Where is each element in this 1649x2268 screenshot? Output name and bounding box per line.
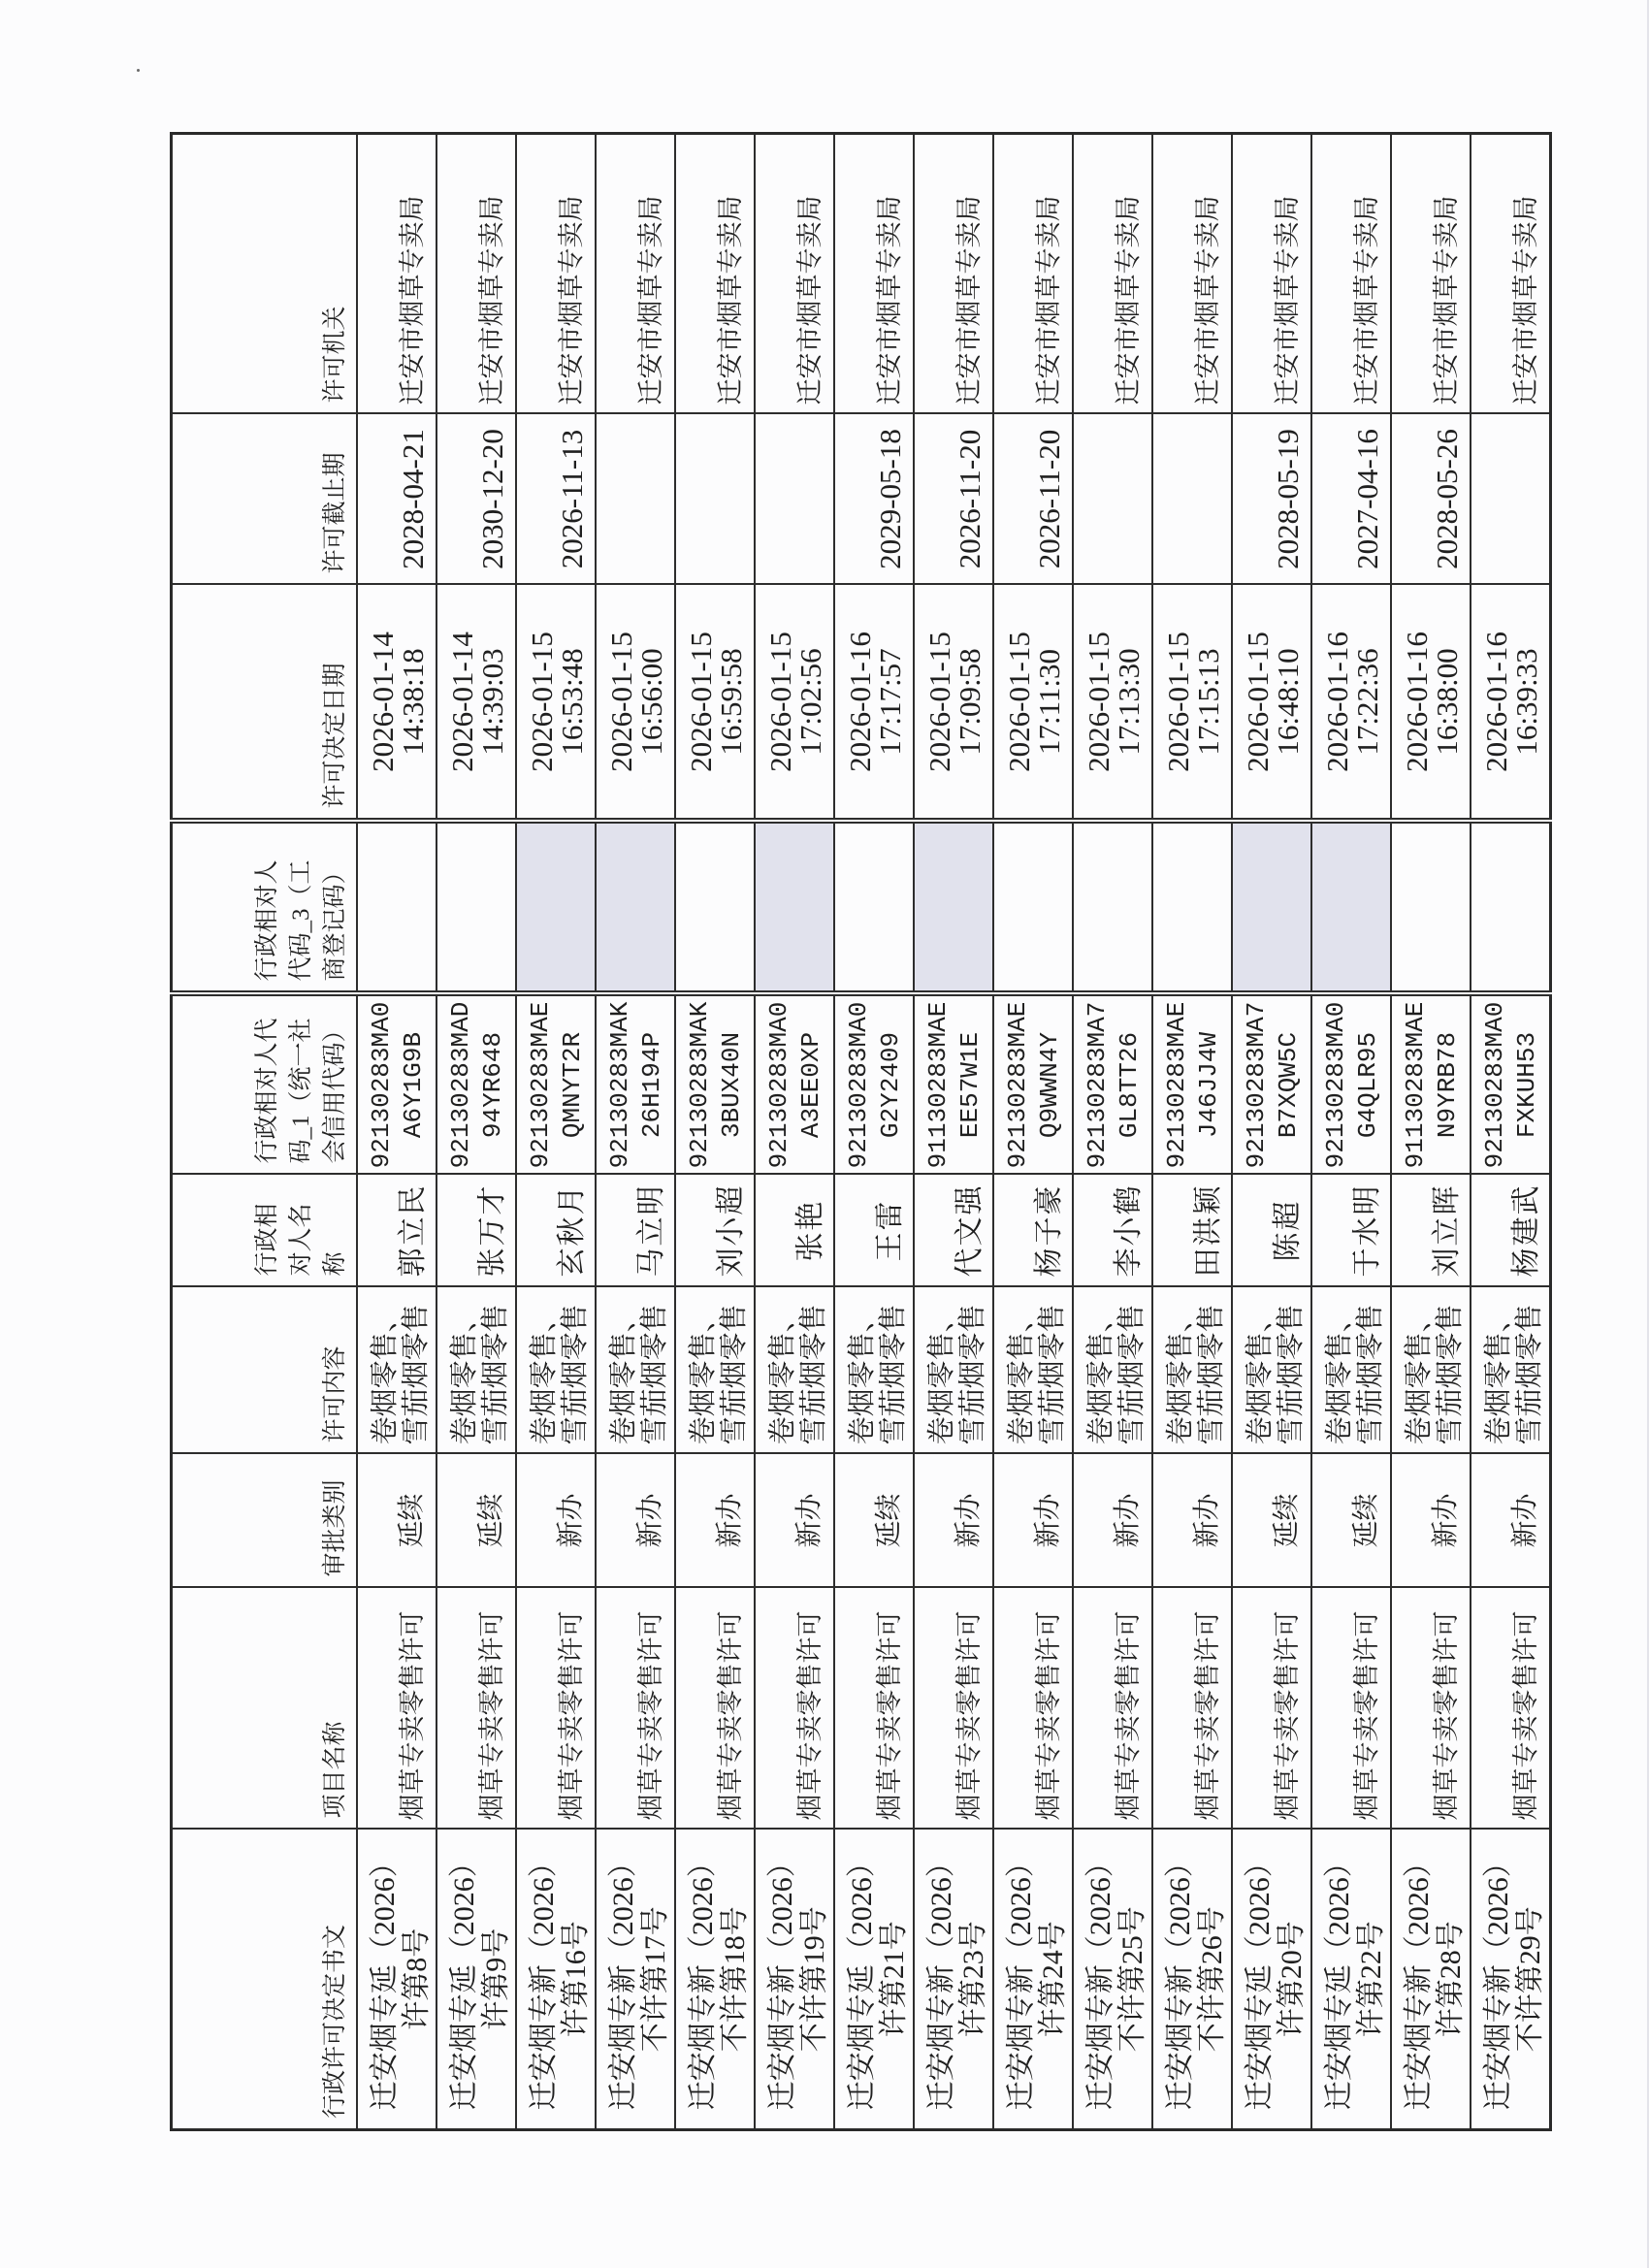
cell-expiry-date [675, 414, 755, 585]
header-label: 许可内容 [322, 1345, 348, 1443]
cell-authority: 迁安市烟草专卖局 [755, 134, 834, 414]
header-label: 审批类别 [322, 1479, 348, 1577]
cell-party-code-3 [1471, 822, 1551, 994]
cell-approval-type: 延续 [834, 1454, 914, 1588]
cell-party-name: 陈超 [1232, 1175, 1311, 1287]
header-label: 许可机关 [322, 306, 348, 404]
cell-project-name: 烟草专卖零售许可 [1152, 1588, 1232, 1830]
cell-doc-number [675, 1830, 755, 2130]
decision-datetime: 2026-01-15 16:59:58 [684, 632, 748, 772]
cell-party-code-3 [1311, 822, 1391, 994]
decision-datetime: 2026-01-16 16:38:00 [1400, 632, 1464, 772]
cell-expiry-date [1073, 414, 1152, 585]
license-content: 卷烟零售、雪茄烟零售 [1245, 1304, 1307, 1445]
header-label: 许可决定日期 [322, 663, 348, 809]
cell-approval-type: 新办 [596, 1454, 675, 1588]
cell-approval-type: 新办 [1152, 1454, 1232, 1588]
cell-decision-datetime [1073, 585, 1152, 822]
doc-number: 迁安烟专新（2026）不许第19号 [766, 1848, 830, 2111]
cell-party-code-1 [357, 994, 436, 1175]
cell-expiry-date: 2028-04-21 [357, 414, 436, 585]
table-row [834, 134, 914, 2130]
license-content: 卷烟零售、雪茄烟零售 [1165, 1304, 1227, 1445]
cell-decision-datetime [1391, 585, 1471, 822]
cell-license-content [1391, 1287, 1471, 1454]
cell-authority: 迁安市烟草专卖局 [1471, 134, 1551, 414]
party-code-1: 92130283MA0A3EE0XP [764, 1001, 825, 1169]
cell-doc-number [1471, 1830, 1551, 2130]
header-expiry-date [172, 414, 358, 585]
cell-authority: 迁安市烟草专卖局 [993, 134, 1073, 414]
cell-doc-number [755, 1830, 834, 2130]
cell-license-content [1152, 1287, 1232, 1454]
cell-authority: 迁安市烟草专卖局 [914, 134, 993, 414]
license-content: 卷烟零售、雪茄烟零售 [1404, 1304, 1466, 1445]
party-code-1: 91130283MAEN9YRB78 [1401, 1001, 1462, 1169]
cell-expiry-date: 2026-11-13 [516, 414, 596, 585]
cell-project-name: 烟草专卖零售许可 [1391, 1588, 1471, 1830]
party-code-1: 92130283MA0G4QLR95 [1321, 1001, 1382, 1169]
cell-approval-type: 延续 [357, 1454, 436, 1588]
table-row [914, 134, 993, 2130]
table-row [596, 134, 675, 2130]
cell-decision-datetime [1152, 585, 1232, 822]
party-code-1: 92130283MAEJ46JJ4W [1162, 1001, 1223, 1169]
cell-doc-number [1152, 1830, 1232, 2130]
cell-party-name: 刘小超 [675, 1175, 755, 1287]
party-code-1: 92130283MAEQMNYT2R [526, 1001, 587, 1169]
cell-decision-datetime [436, 585, 516, 822]
cell-party-name: 张艳 [755, 1175, 834, 1287]
cell-license-content [993, 1287, 1073, 1454]
party-code-1: 92130283MA7B7XQW5C [1242, 1001, 1303, 1169]
license-content: 卷烟零售、雪茄烟零售 [1483, 1304, 1545, 1445]
header-decision-datetime [172, 585, 358, 822]
cell-party-name: 郭立民 [357, 1175, 436, 1287]
cell-decision-datetime [1311, 585, 1391, 822]
doc-number: 迁安烟专延（2026）许第21号 [846, 1848, 910, 2111]
cell-expiry-date: 2027-04-16 [1311, 414, 1391, 585]
cell-party-code-3 [755, 822, 834, 994]
cell-expiry-date [596, 414, 675, 585]
cell-expiry-date: 2026-11-20 [914, 414, 993, 585]
cell-doc-number [914, 1830, 993, 2130]
doc-number: 迁安烟专新（2026）不许第25号 [1084, 1848, 1148, 2111]
cell-party-name: 杨子豪 [993, 1175, 1073, 1287]
cell-project-name: 烟草专卖零售许可 [516, 1588, 596, 1830]
cell-doc-number [993, 1830, 1073, 2130]
cell-approval-type: 新办 [755, 1454, 834, 1588]
decision-datetime: 2026-01-14 14:39:03 [445, 632, 509, 772]
decision-datetime: 2026-01-15 16:48:10 [1241, 632, 1305, 772]
header-party-code-3 [172, 822, 358, 994]
cell-decision-datetime [834, 585, 914, 822]
cell-license-content [1073, 1287, 1152, 1454]
cell-license-content [675, 1287, 755, 1454]
decision-datetime: 2026-01-15 16:53:48 [525, 632, 589, 772]
doc-number: 迁安烟专延（2026）许第20号 [1244, 1848, 1308, 2111]
table-row [1391, 134, 1471, 2130]
doc-number: 迁安烟专新（2026）许第24号 [1005, 1848, 1069, 2111]
cell-project-name: 烟草专卖零售许可 [834, 1588, 914, 1830]
cell-party-name: 王雷 [834, 1175, 914, 1287]
cell-license-content [914, 1287, 993, 1454]
cell-authority: 迁安市烟草专卖局 [1311, 134, 1391, 414]
cell-party-code-3 [516, 822, 596, 994]
cell-party-code-3 [436, 822, 516, 994]
cell-decision-datetime [675, 585, 755, 822]
cell-project-name: 烟草专卖零售许可 [1311, 1588, 1391, 1830]
cell-party-name: 代文强 [914, 1175, 993, 1287]
license-content: 卷烟零售、雪茄烟零售 [529, 1304, 591, 1445]
cell-authority: 迁安市烟草专卖局 [1073, 134, 1152, 414]
cell-approval-type: 延续 [1232, 1454, 1311, 1588]
cell-authority: 迁安市烟草专卖局 [357, 134, 436, 414]
cell-project-name: 烟草专卖零售许可 [1073, 1588, 1152, 1830]
decision-datetime: 2026-01-16 16:39:33 [1479, 632, 1543, 772]
doc-number: 迁安烟专新（2026）许第28号 [1403, 1848, 1467, 2111]
decision-datetime: 2026-01-15 17:11:30 [1002, 632, 1066, 772]
cell-license-content [755, 1287, 834, 1454]
cell-approval-type: 新办 [993, 1454, 1073, 1588]
license-content: 卷烟零售、雪茄烟零售 [1006, 1304, 1068, 1445]
cell-expiry-date: 2028-05-19 [1232, 414, 1311, 585]
cell-party-code-1 [675, 994, 755, 1175]
scan-artifact-dot [137, 69, 140, 72]
cell-party-name: 张万才 [436, 1175, 516, 1287]
cell-party-code-3 [914, 822, 993, 994]
header-project-name [172, 1588, 358, 1830]
cell-doc-number [436, 1830, 516, 2130]
doc-number: 迁安烟专新（2026）不许第18号 [687, 1848, 751, 2111]
decision-datetime: 2026-01-15 17:09:58 [922, 632, 986, 772]
license-content: 卷烟零售、雪茄烟零售 [926, 1304, 988, 1445]
header-license-content [172, 1287, 358, 1454]
cell-expiry-date: 2030-12-20 [436, 414, 516, 585]
doc-number: 迁安烟专延（2026）许第22号 [1323, 1848, 1387, 2111]
cell-approval-type: 新办 [1073, 1454, 1152, 1588]
table-row [1311, 134, 1391, 2130]
cell-authority: 迁安市烟草专卖局 [675, 134, 755, 414]
cell-authority: 迁安市烟草专卖局 [516, 134, 596, 414]
cell-approval-type: 新办 [914, 1454, 993, 1588]
cell-party-name: 杨建武 [1471, 1175, 1551, 1287]
cell-party-name: 玄秋月 [516, 1175, 596, 1287]
table-row [1471, 134, 1551, 2130]
decision-datetime: 2026-01-15 16:56:00 [604, 632, 668, 772]
license-content: 卷烟零售、雪茄烟零售 [1324, 1304, 1386, 1445]
cell-approval-type: 新办 [1471, 1454, 1551, 1588]
cell-decision-datetime [357, 585, 436, 822]
table-row [1232, 134, 1311, 2130]
cell-authority: 迁安市烟草专卖局 [1391, 134, 1471, 414]
cell-approval-type: 新办 [516, 1454, 596, 1588]
license-content: 卷烟零售、雪茄烟零售 [608, 1304, 670, 1445]
header-label: 行政相对人代码_3（工商登记码） [254, 859, 348, 982]
cell-expiry-date: 2026-11-20 [993, 414, 1073, 585]
table-row [1073, 134, 1152, 2130]
cell-authority: 迁安市烟草专卖局 [1232, 134, 1311, 414]
cell-doc-number [357, 1830, 436, 2130]
header-label: 行政相对人名称 [254, 1203, 348, 1277]
decision-datetime: 2026-01-15 17:02:56 [763, 632, 827, 772]
party-code-1: 92130283MAEQ9WWN4Y [1003, 1001, 1064, 1169]
cell-party-code-3 [1073, 822, 1152, 994]
header-row [172, 134, 358, 2130]
cell-party-name: 田洪颖 [1152, 1175, 1232, 1287]
cell-expiry-date [1152, 414, 1232, 585]
doc-number: 迁安烟专新（2026）许第16号 [528, 1848, 592, 2111]
cell-doc-number [1311, 1830, 1391, 2130]
decision-datetime: 2026-01-15 17:15:13 [1161, 632, 1225, 772]
party-code-1: 92130283MA7GL8TT26 [1083, 1001, 1144, 1169]
cell-project-name: 烟草专卖零售许可 [755, 1588, 834, 1830]
cell-authority: 迁安市烟草专卖局 [1152, 134, 1232, 414]
cell-project-name: 烟草专卖零售许可 [436, 1588, 516, 1830]
header-approval-type [172, 1454, 358, 1588]
cell-approval-type: 延续 [1311, 1454, 1391, 1588]
doc-number: 迁安烟专新（2026）不许第26号 [1164, 1848, 1228, 2111]
cell-authority: 迁安市烟草专卖局 [596, 134, 675, 414]
cell-approval-type: 新办 [1391, 1454, 1471, 1588]
cell-party-code-1 [516, 994, 596, 1175]
cell-party-code-1 [993, 994, 1073, 1175]
header-label: 项目名称 [322, 1721, 348, 1819]
cell-doc-number [1391, 1830, 1471, 2130]
license-content: 卷烟零售、雪茄烟零售 [847, 1304, 909, 1445]
cell-doc-number [516, 1830, 596, 2130]
cell-expiry-date: 2029-05-18 [834, 414, 914, 585]
table-row [357, 134, 436, 2130]
cell-approval-type: 延续 [436, 1454, 516, 1588]
cell-license-content [1232, 1287, 1311, 1454]
license-content: 卷烟零售、雪茄烟零售 [370, 1304, 432, 1445]
cell-party-code-3 [1232, 822, 1311, 994]
cell-project-name: 烟草专卖零售许可 [1232, 1588, 1311, 1830]
cell-decision-datetime [914, 585, 993, 822]
cell-party-code-3 [1152, 822, 1232, 994]
cell-license-content [1311, 1287, 1391, 1454]
cell-project-name: 烟草专卖零售许可 [596, 1588, 675, 1830]
cell-party-code-1 [914, 994, 993, 1175]
cell-party-code-1 [1152, 994, 1232, 1175]
cell-party-name: 李小鹤 [1073, 1175, 1152, 1287]
header-party-name [172, 1175, 358, 1287]
cell-doc-number [834, 1830, 914, 2130]
header-doc-number [172, 1830, 358, 2130]
cell-party-code-3 [834, 822, 914, 994]
party-code-1: 92130283MAK26H194P [605, 1001, 666, 1169]
header-label: 行政许可决定书文 [322, 1924, 348, 2119]
license-content: 卷烟零售、雪茄烟零售 [688, 1304, 750, 1445]
table-row [755, 134, 834, 2130]
cell-expiry-date [755, 414, 834, 585]
cell-decision-datetime [755, 585, 834, 822]
cell-party-code-1 [1232, 994, 1311, 1175]
cell-project-name: 烟草专卖零售许可 [914, 1588, 993, 1830]
doc-number: 迁安烟专新（2026）不许第17号 [607, 1848, 671, 2111]
cell-party-code-1 [596, 994, 675, 1175]
cell-expiry-date: 2028-05-26 [1391, 414, 1471, 585]
cell-party-code-3 [1391, 822, 1471, 994]
cell-party-code-3 [596, 822, 675, 994]
cell-license-content [516, 1287, 596, 1454]
header-label: 行政相对人代码_1（统一社会信用代码） [254, 1018, 348, 1164]
cell-expiry-date [1471, 414, 1551, 585]
cell-party-name: 马立明 [596, 1175, 675, 1287]
decision-datetime: 2026-01-16 17:22:36 [1320, 632, 1384, 772]
license-decision-table-rotated [170, 135, 1546, 2131]
cell-decision-datetime [596, 585, 675, 822]
cell-approval-type: 新办 [675, 1454, 755, 1588]
party-code-1: 92130283MA0G2Y2409 [844, 1001, 905, 1169]
cell-doc-number [596, 1830, 675, 2130]
decision-datetime: 2026-01-16 17:17:57 [843, 632, 907, 772]
party-code-1: 91130283MAEEE57W1E [923, 1001, 985, 1169]
cell-party-code-3 [993, 822, 1073, 994]
header-party-code-1 [172, 994, 358, 1175]
cell-license-content [596, 1287, 675, 1454]
party-code-1: 92130283MA0A6Y1G9B [367, 1001, 428, 1169]
cell-authority: 迁安市烟草专卖局 [436, 134, 516, 414]
doc-number: 迁安烟专延（2026）许第9号 [448, 1848, 512, 2111]
cell-doc-number [1073, 1830, 1152, 2130]
license-content: 卷烟零售、雪茄烟零售 [1085, 1304, 1148, 1445]
table-row [436, 134, 516, 2130]
license-content: 卷烟零售、雪茄烟零售 [767, 1304, 829, 1445]
cell-party-code-3 [357, 822, 436, 994]
cell-license-content [1471, 1287, 1551, 1454]
party-code-1: 92130283MAD94YR648 [446, 1001, 507, 1169]
cell-decision-datetime [1232, 585, 1311, 822]
cell-doc-number [1232, 1830, 1311, 2130]
cell-party-name: 刘立晖 [1391, 1175, 1471, 1287]
decision-datetime: 2026-01-14 14:38:18 [366, 632, 430, 772]
decision-datetime: 2026-01-15 17:13:30 [1082, 632, 1146, 772]
cell-party-code-1 [1471, 994, 1551, 1175]
table-row [516, 134, 596, 2130]
header-label: 许可截止期 [322, 452, 348, 574]
cell-party-code-1 [1073, 994, 1152, 1175]
cell-party-name: 于水明 [1311, 1175, 1391, 1287]
table-row [993, 134, 1073, 2130]
cell-project-name: 烟草专卖零售许可 [357, 1588, 436, 1830]
cell-party-code-1 [755, 994, 834, 1175]
party-code-1: 92130283MA0FXKUH53 [1480, 1001, 1541, 1169]
cell-party-code-1 [834, 994, 914, 1175]
party-code-1: 92130283MAK3BUX40N [685, 1001, 746, 1169]
cell-license-content [436, 1287, 516, 1454]
cell-party-code-1 [1311, 994, 1391, 1175]
cell-authority: 迁安市烟草专卖局 [834, 134, 914, 414]
license-content: 卷烟零售、雪茄烟零售 [449, 1304, 511, 1445]
cell-party-code-1 [436, 994, 516, 1175]
cell-party-code-3 [675, 822, 755, 994]
doc-number: 迁安烟专延（2026）许第8号 [369, 1848, 433, 2111]
doc-number: 迁安烟专新（2026）不许第29号 [1482, 1848, 1546, 2111]
table-row [1152, 134, 1232, 2130]
license-decision-table [170, 132, 1552, 2131]
cell-license-content [357, 1287, 436, 1454]
cell-decision-datetime [1471, 585, 1551, 822]
cell-decision-datetime [993, 585, 1073, 822]
cell-project-name: 烟草专卖零售许可 [675, 1588, 755, 1830]
header-authority [172, 134, 358, 414]
cell-license-content [834, 1287, 914, 1454]
cell-party-code-1 [1391, 994, 1471, 1175]
doc-number: 迁安烟专新（2026）许第23号 [925, 1848, 989, 2111]
cell-decision-datetime [516, 585, 596, 822]
cell-project-name: 烟草专卖零售许可 [1471, 1588, 1551, 1830]
cell-project-name: 烟草专卖零售许可 [993, 1588, 1073, 1830]
table-row [675, 134, 755, 2130]
